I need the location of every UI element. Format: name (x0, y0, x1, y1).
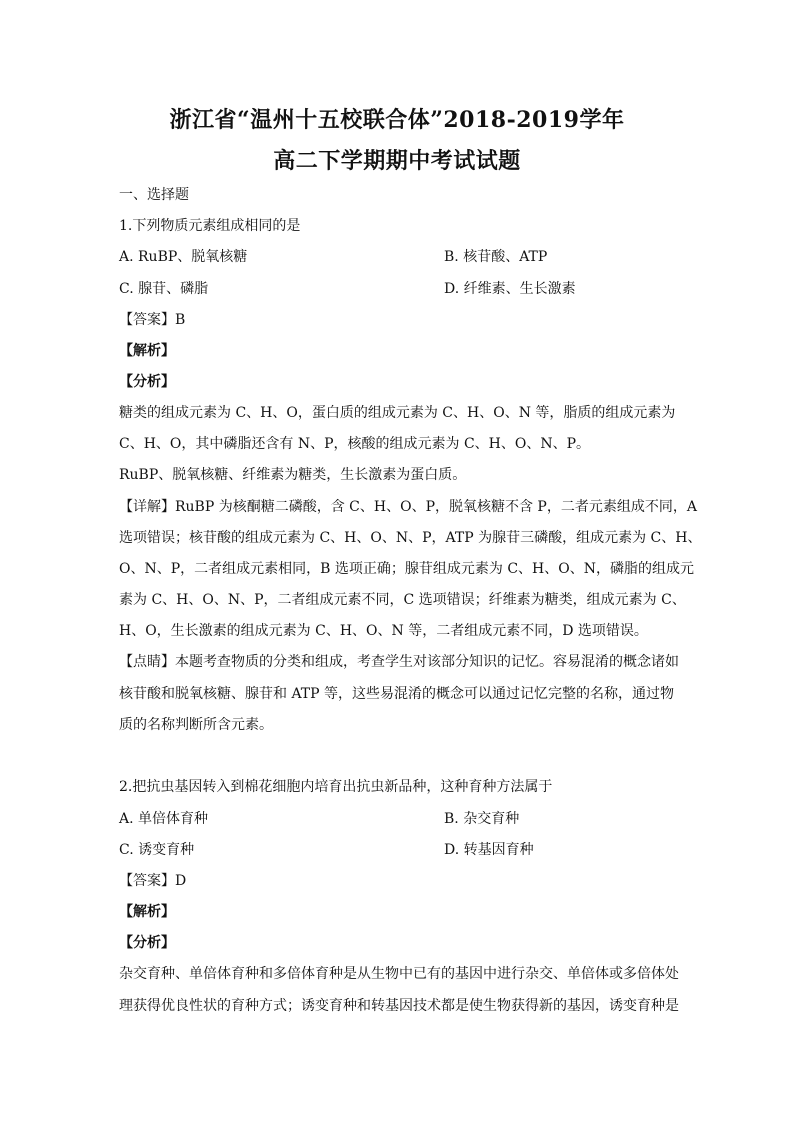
q2-analysis-line: 杂交育种、单倍体育种和多倍体育种是从生物中已有的基因中进行杂交、单倍体或多倍体处 (119, 966, 679, 982)
q1-detail-line: O、N、P，二者组成元素相同，B 选项正确；腺苷组成元素为 C、H、O、N，磷脂的组成元 (119, 561, 694, 577)
q1-detail-line: 素为 C、H、O、N、P，二者组成元素不同，C 选项错误；纤维素为糖类，组成元素为 C、 (119, 592, 686, 608)
doc-title-line1: 浙江省“温州十五校联合体”2018-2019学年 (169, 107, 625, 133)
q1-detail-line: H、O，生长激素的组成元素为 C、H、O、N 等，二者组成元素不同，D 选项错误。 (119, 623, 648, 639)
q2-option-c: C. 诱变育种 (119, 842, 195, 858)
q1-option-a: A. RuBP、脱氧核糖 (119, 249, 248, 265)
q1-analysis-line: 糖类的组成元素为 C、H、O，蛋白质的组成元素为 C、H、O、N 等，脂质的组成元素为 (119, 405, 676, 421)
q1-note-line: 质的名称判断所含元素。 (119, 717, 273, 733)
q2-fenxi-heading: 【分析】 (119, 935, 175, 951)
q1-jiexi-heading: 【解析】 (119, 343, 175, 359)
q2-jiexi-heading: 【解析】 (119, 904, 175, 920)
q1-stem: 1.下列物质元素组成相同的是 (119, 218, 301, 234)
q1-answer: 【答案】B (119, 312, 186, 328)
q1-option-b: B. 核苷酸、ATP (444, 249, 548, 265)
q1-fenxi-heading: 【分析】 (119, 374, 175, 390)
q2-answer: 【答案】D (119, 873, 187, 889)
q2-stem: 2.把抗虫基因转入到棉花细胞内培育出抗虫新品种，这种育种方法属于 (119, 779, 553, 795)
q2-option-a: A. 单倍体育种 (119, 811, 209, 827)
q2-option-d: D. 转基因育种 (444, 842, 534, 858)
q1-option-c: C. 腺苷、磷脂 (119, 281, 209, 297)
q2-analysis-line: 理获得优良性状的育种方式；诱变育种和转基因技术都是使生物获得新的基因，诱变育种是 (119, 998, 679, 1014)
q1-detail-line: 【详解】RuBP 为核酮糖二磷酸，含 C、H、O、P，脱氧核糖不含 P，二者元素组成不同，A (119, 499, 697, 515)
q1-detail-line: 选项错误；核苷酸的组成元素为 C、H、O、N、P，ATP 为腺苷三磷酸，组成元素为 C、H、 (119, 530, 702, 546)
q1-note-line: 【点睛】本题考查物质的分类和组成，考查学生对该部分知识的记忆。容易混淆的概念诸如 (119, 654, 679, 670)
q1-note-line: 核苷酸和脱氧核糖、腺苷和 ATP 等，这些易混淆的概念可以通过记忆完整的名称，通过物 (119, 686, 675, 702)
q1-analysis-line: RuBP、脱氧核糖、纤维素为糖类，生长激素为蛋白质。 (119, 467, 467, 483)
q1-analysis-line: C、H、O，其中磷脂还含有 N、P，核酸的组成元素为 C、H、O、N、P。 (119, 436, 591, 452)
section-heading: 一、选择题 (119, 187, 189, 203)
doc-title-line2: 高二下学期期中考试试题 (273, 148, 521, 174)
q2-option-b: B. 杂交育种 (444, 811, 520, 827)
q1-option-d: D. 纤维素、生长激素 (444, 281, 576, 297)
